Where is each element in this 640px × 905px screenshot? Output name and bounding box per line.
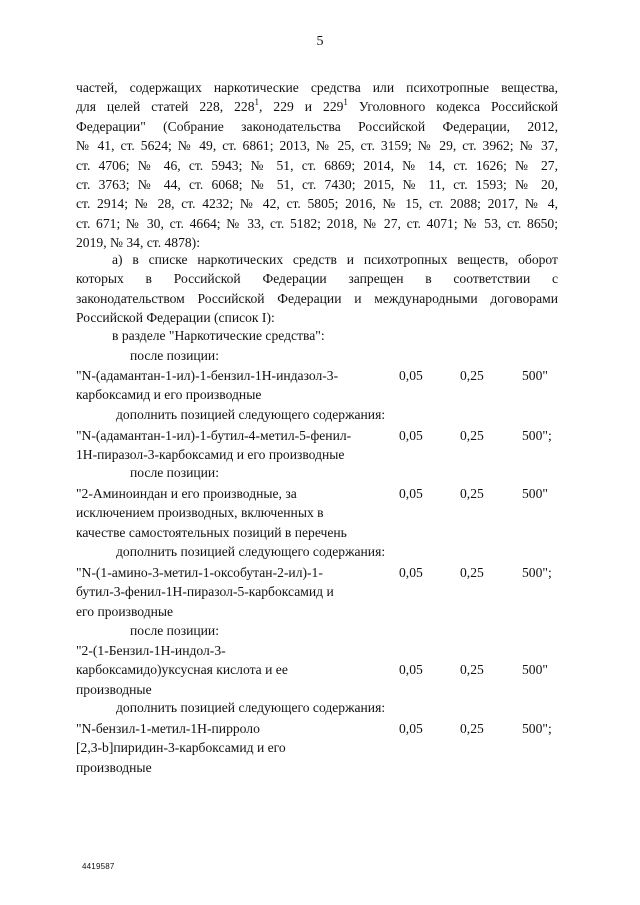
text-line: частей, содержащих наркотические средства или психотропные вещества, — [76, 80, 558, 95]
substance-name: "2-Аминоиндан и его производные, за исключением производных, включенных в качестве самостоятельных позиций в перечень — [76, 486, 347, 540]
value-1: 0,05 — [399, 486, 423, 501]
add-position-label: дополнить позицией следующего содержания: — [116, 407, 386, 422]
substance-name: "N-(1-амино-3-метил-1-оксобутан-2-ил)-1- бутил-3-фенил-1Н-пиразол-5-карбоксамид и его производные — [76, 565, 334, 619]
value-2: 0,25 — [460, 662, 484, 677]
after-position-label: после позиции: — [130, 348, 219, 363]
substance-row — [76, 563, 586, 623]
text-line: а) в списке наркотических средств и психотропных веществ, оборот — [112, 252, 558, 267]
value-3: 500"; — [522, 428, 552, 443]
value-2: 0,25 — [460, 428, 484, 443]
value-3: 500"; — [522, 721, 552, 736]
value-1: 0,05 — [399, 565, 423, 580]
intro-paragraph — [76, 78, 558, 253]
value-2: 0,25 — [460, 486, 484, 501]
add-position-label: дополнить позицией следующего содержания: — [116, 544, 386, 559]
value-3: 500"; — [522, 565, 552, 580]
text-line: Российской Федерации (список I): — [76, 310, 275, 326]
item-a-paragraph — [76, 250, 558, 328]
value-3: 500" — [522, 662, 548, 677]
after-position-label: после позиции: — [130, 623, 219, 638]
substance-name: "N-бензил-1-метил-1Н-пирроло [2,3-b]пиридин-3-карбоксамид и его производные — [76, 721, 286, 775]
text-line: № 41, ст. 5624; № 49, ст. 6861; 2013, № 25, ст. 3159; № 29, ст. 3962; № 37, — [76, 138, 558, 154]
substance-name: "N-(адамантан-1-ил)-1-бутил-4-метил-5-фенил- 1Н-пиразол-3-карбоксамид и его производные — [76, 428, 352, 463]
text-line: ст. 4706; № 46, ст. 5943; № 51, ст. 6869; 2014, № 14, ст. 1626; № 27, — [76, 157, 558, 173]
add-position-label: дополнить позицией следующего содержания: — [116, 700, 386, 715]
value-1: 0,05 — [399, 721, 423, 736]
substance-row — [76, 641, 586, 701]
text-line: для целей статей 228, $228^1$, 229 и $229^1$ Уголовного кодекса Российской — [76, 97, 559, 115]
page-number: 5 — [316, 34, 324, 49]
value-1: 0,05 — [399, 368, 423, 383]
text-line: законодательством Российской Федерации и международными договорами — [76, 290, 558, 306]
value-2: 0,25 — [460, 368, 484, 383]
substance-name: "2-(1-Бензил-1Н-индол-3- карбоксамидо)уксусная кислота и ее производные — [76, 643, 288, 697]
substance-row — [76, 484, 586, 544]
document-id: 4419587 — [82, 862, 115, 871]
section-heading: в разделе "Наркотические средства": — [112, 328, 325, 343]
text-line: Федерации" (Собрание законодательства Российской Федерации, 2012, — [76, 118, 558, 134]
text-line: ст. 3763; № 44, ст. 6068; № 51, ст. 7430; 2015, № 11, ст. 1593; № 20, — [76, 177, 558, 193]
value-2: 0,25 — [460, 565, 484, 580]
after-position-label: после позиции: — [130, 465, 219, 480]
value-3: 500" — [522, 368, 548, 383]
value-1: 0,05 — [399, 428, 423, 443]
text-line: 2019, № 34, ст. 4878): — [76, 235, 200, 251]
substance-name: "N-(адамантан-1-ил)-1-бензил-1Н-индазол-3- карбоксамид и его производные — [76, 368, 339, 403]
value-3: 500" — [522, 486, 548, 501]
text-line: которых в Российской Федерации запрещен в соответствии с — [76, 271, 558, 287]
value-2: 0,25 — [460, 721, 484, 736]
value-1: 0,05 — [399, 662, 423, 677]
substance-row — [76, 719, 586, 779]
text-line: ст. 2914; № 28, ст. 4232; № 42, ст. 5805; 2016, № 15, ст. 2088; 2017, № 4, — [76, 196, 558, 212]
text-line: ст. 671; № 30, ст. 4664; № 33, ст. 5182; 2018, № 27, ст. 4071; № 53, ст. 8650; — [76, 215, 558, 231]
